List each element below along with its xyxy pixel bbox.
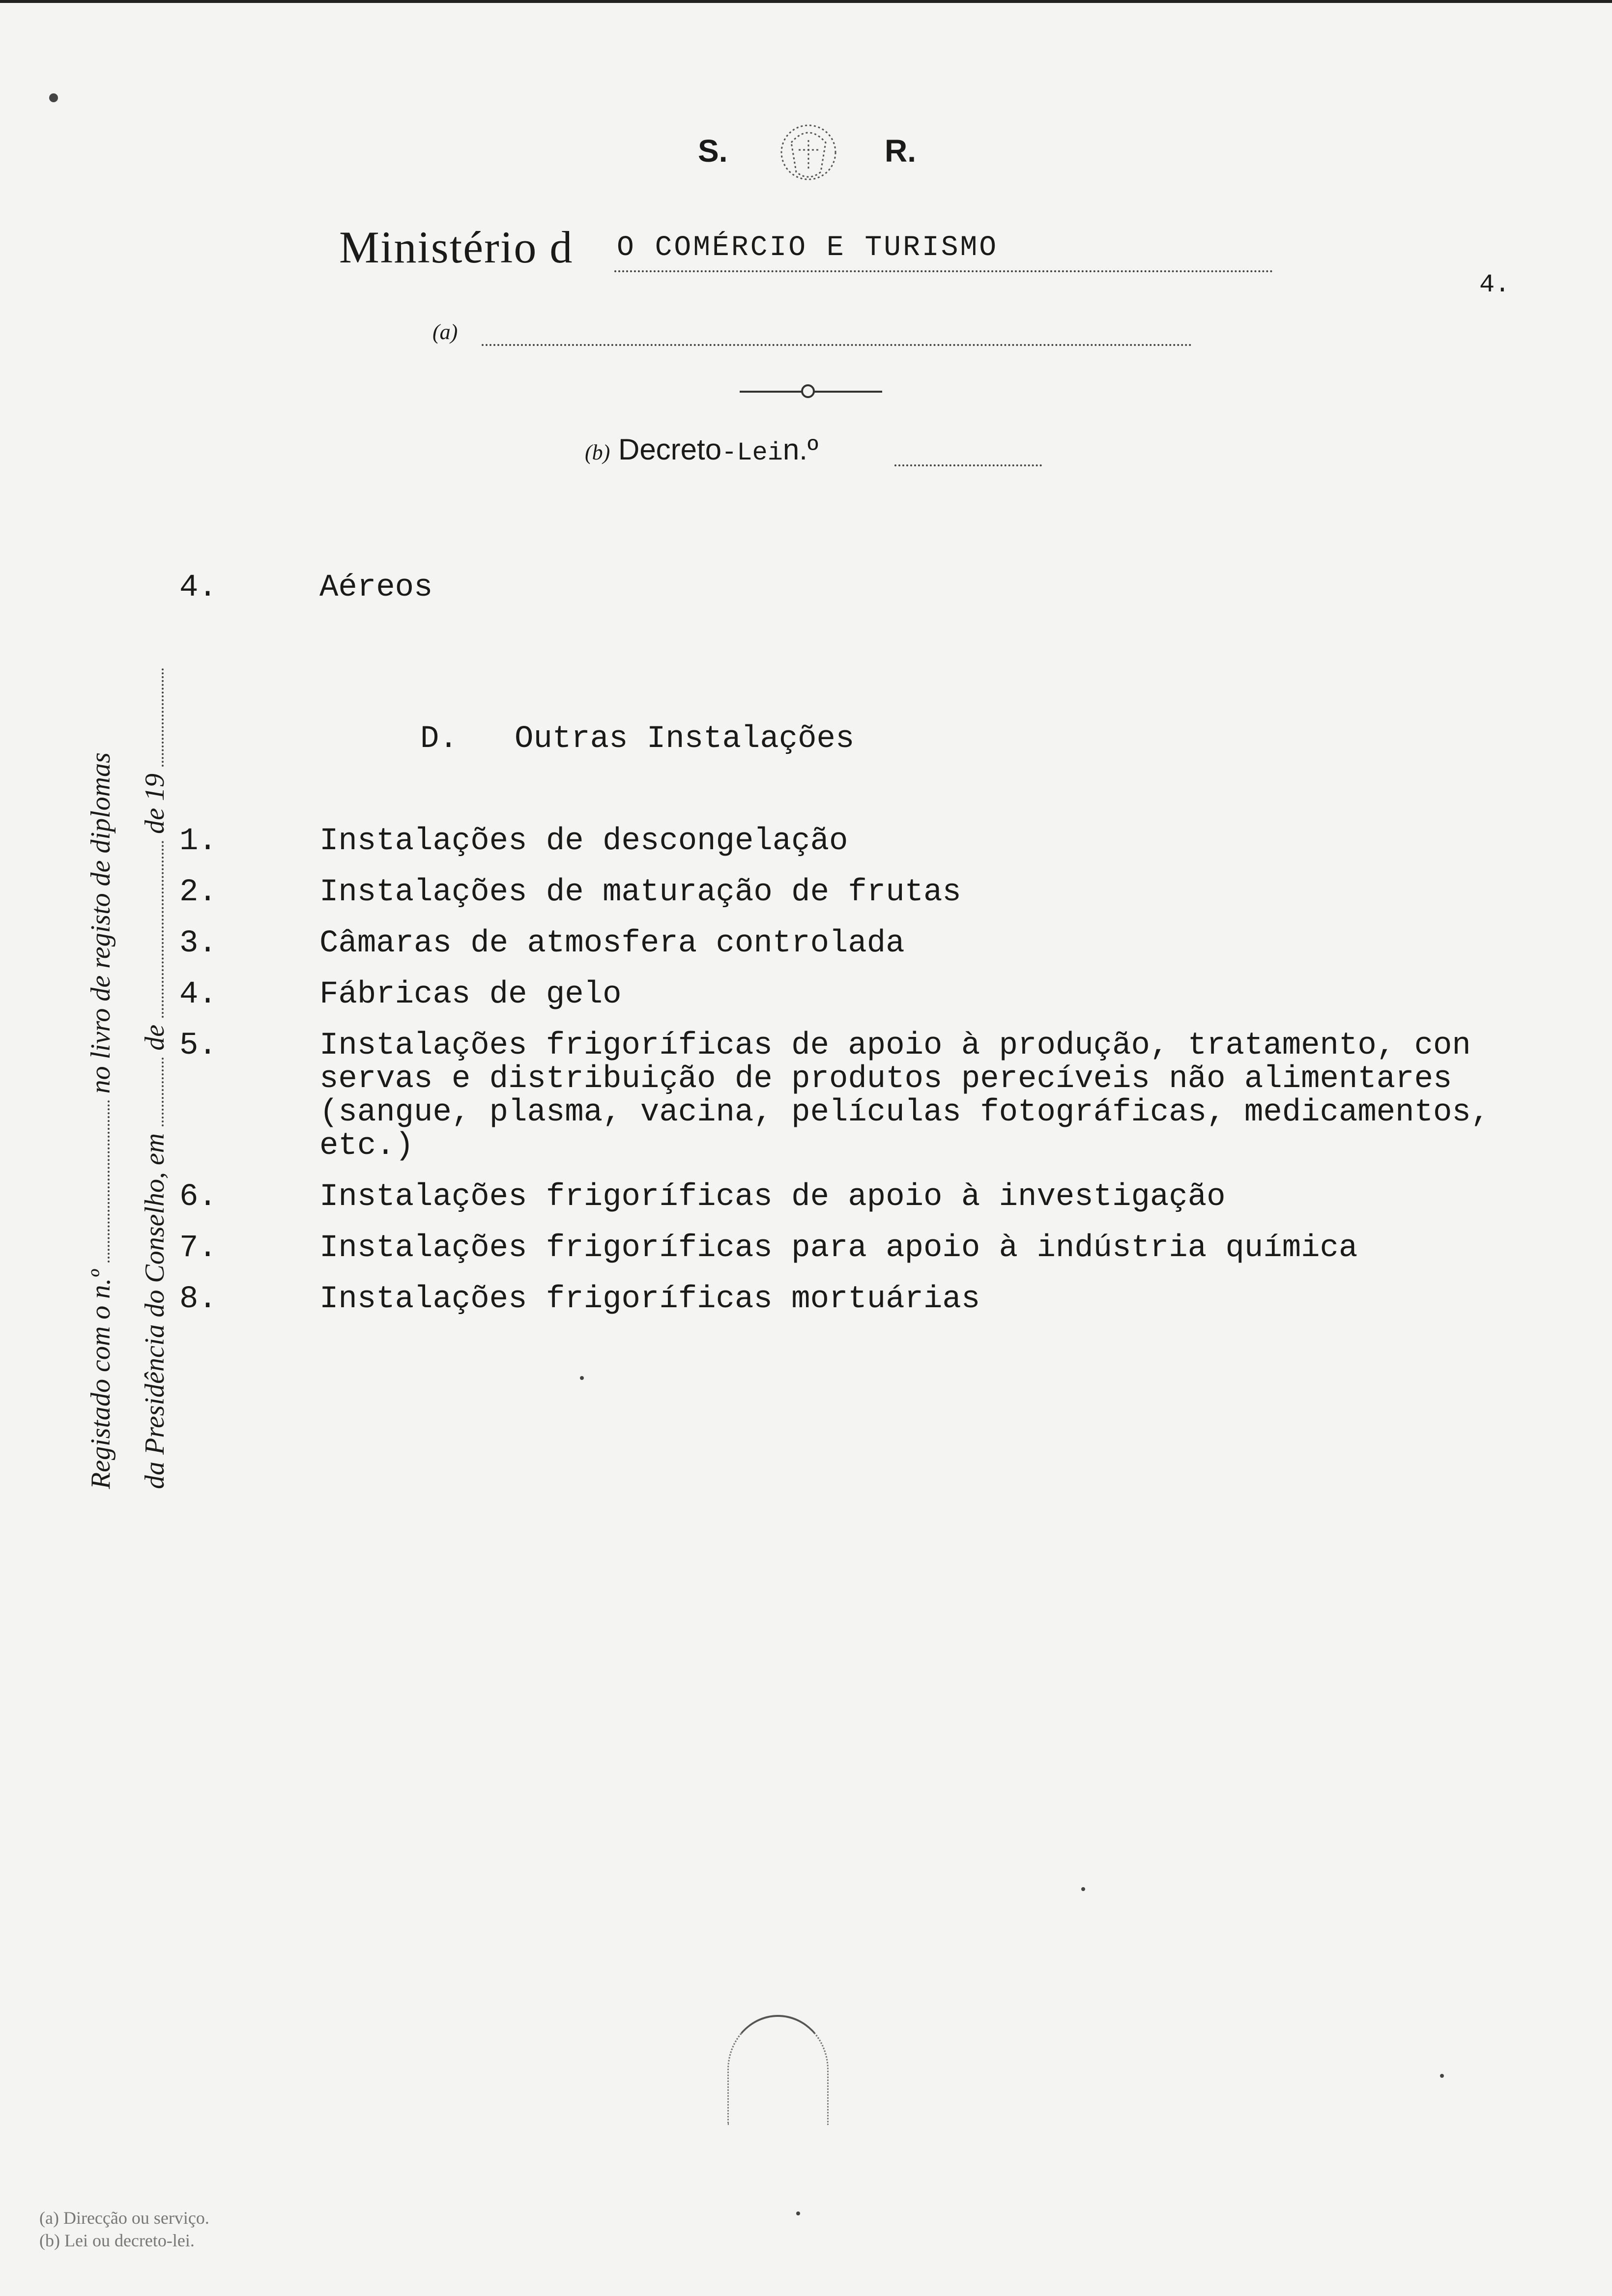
list-item-text: Instalações de maturação de frutas xyxy=(319,875,961,910)
list-item-text: Instalações frigoríficas mortuárias xyxy=(319,1282,980,1317)
ministry-dotted-line xyxy=(614,270,1273,272)
list-item-number: 5. xyxy=(179,1028,217,1063)
list-item-text: Câmaras de atmosfera controlada xyxy=(319,926,905,961)
footnote-b: (b) Lei ou decreto-lei. xyxy=(39,2231,195,2250)
divider-ornament xyxy=(801,384,815,398)
scan-speck xyxy=(1440,2074,1444,2078)
list-item-text: Instalações frigoríficas de apoio à investigação xyxy=(319,1179,1226,1215)
decreto-b-label: (b) xyxy=(585,440,610,464)
decreto-label: Decreto xyxy=(618,433,722,466)
stamp-de-label: de xyxy=(140,1024,170,1051)
list-item-text: Fábricas de gelo xyxy=(319,977,622,1012)
stamp-registered-label: Registado com o n.º xyxy=(86,1269,116,1489)
punch-hole-mark xyxy=(727,2015,829,2125)
scan-speck xyxy=(580,1376,584,1380)
scan-speck xyxy=(796,2211,800,2215)
list-item-text-continued: servas e distribuição de produtos perecíveis não alimentares xyxy=(319,1062,1452,1097)
list-item-number: 4. xyxy=(179,977,217,1012)
list-item-number: 8. xyxy=(179,1282,217,1317)
stamp-day-blank xyxy=(162,1058,164,1126)
item-aereos-number: 4. xyxy=(179,570,217,605)
section-heading: D. Outras Instalações xyxy=(420,721,855,757)
list-item-text-continued: etc.) xyxy=(319,1128,414,1164)
scan-speck xyxy=(1081,1887,1085,1891)
list-item-number: 7. xyxy=(179,1231,217,1266)
list-item-number: 3. xyxy=(179,926,217,961)
page-number: 4. xyxy=(1479,270,1510,299)
list-item-text: Instalações frigoríficas para apoio à indústria química xyxy=(319,1231,1358,1266)
scan-speck xyxy=(49,93,58,102)
stamp-number-blank xyxy=(108,1100,110,1263)
ministry-label: Ministério d xyxy=(339,222,574,272)
letterhead-r: R. xyxy=(885,133,916,169)
letterhead-s: S. xyxy=(698,133,728,169)
line-a-label: (a) xyxy=(432,320,458,344)
page-top-edge xyxy=(0,0,1612,3)
stamp-year-blank xyxy=(162,668,164,767)
decreto-line xyxy=(585,432,818,467)
footnotes xyxy=(39,2207,209,2252)
decreto-number-label: n.º xyxy=(782,433,818,466)
footnote-a: (a) Direcção ou serviço. xyxy=(39,2208,209,2228)
list-item-number: 1. xyxy=(179,824,217,859)
registration-margin-stamp xyxy=(74,668,182,1489)
list-item-text: Instalações de descongelação xyxy=(319,824,848,859)
item-aereos-text: Aéreos xyxy=(319,570,433,605)
list-item-number: 2. xyxy=(179,875,217,910)
decreto-suffix: -Lei xyxy=(721,438,783,467)
list-item-number: 6. xyxy=(179,1179,217,1215)
decreto-dotted-line xyxy=(894,464,1042,466)
coat-of-arms-icon xyxy=(772,113,845,192)
stamp-presidency-label: da Presidência do Conselho, em xyxy=(140,1133,170,1489)
line-a-dotted-line xyxy=(482,344,1192,346)
ministry-name: O COMÉRCIO E TURISMO xyxy=(617,232,999,264)
stamp-month-blank xyxy=(162,841,164,1018)
list-item-text: Instalações frigoríficas de apoio à produção, tratamento, con xyxy=(319,1028,1471,1063)
stamp-book-label: no livro de registo de diplomas xyxy=(86,752,116,1094)
list-item-text-continued: (sangue, plasma, vacina, películas fotográficas, medicamentos, xyxy=(319,1095,1490,1130)
stamp-year-label: de 19 xyxy=(140,774,170,834)
